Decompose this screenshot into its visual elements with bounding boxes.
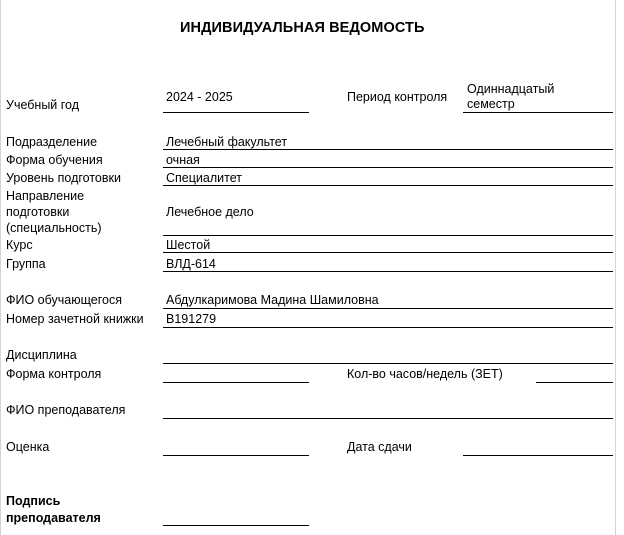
student-name-label: ФИО обучающегося bbox=[6, 293, 122, 307]
discipline-label: Дисциплина bbox=[6, 348, 77, 362]
course-value[interactable]: Шестой bbox=[166, 238, 211, 252]
department-value[interactable]: Лечебный факультет bbox=[166, 135, 288, 149]
hours-label: Кол-во часов/недель (ЗЕТ) bbox=[347, 367, 503, 381]
teacher-signature-label-line2: преподавателя bbox=[6, 511, 101, 525]
submit-date-label: Дата сдачи bbox=[347, 440, 412, 454]
record-book-underline bbox=[163, 327, 613, 328]
sheet-gridline-left bbox=[0, 0, 1, 535]
level-value[interactable]: Специалитет bbox=[166, 171, 242, 185]
group-underline bbox=[163, 271, 613, 272]
direction-underline bbox=[163, 235, 613, 236]
teacher-name-underline bbox=[163, 418, 613, 419]
department-label: Подразделение bbox=[6, 135, 98, 149]
teacher-name-label: ФИО преподавателя bbox=[6, 403, 126, 417]
control-period-value-line1[interactable]: Одиннадцатый bbox=[467, 82, 555, 96]
study-form-label: Форма обучения bbox=[6, 153, 103, 167]
course-underline bbox=[163, 252, 613, 253]
discipline-underline bbox=[163, 363, 613, 364]
direction-label-line2: подготовки bbox=[6, 205, 70, 219]
level-label: Уровень подготовки bbox=[6, 171, 121, 185]
group-value[interactable]: ВЛД-614 bbox=[166, 257, 216, 271]
grade-underline bbox=[163, 455, 309, 456]
hours-underline bbox=[536, 382, 613, 383]
control-form-label: Форма контроля bbox=[6, 367, 102, 381]
direction-label-line1: Направление bbox=[6, 189, 85, 203]
direction-value[interactable]: Лечебное дело bbox=[166, 205, 254, 219]
student-name-value[interactable]: Абдулкаримова Мадина Шамиловна bbox=[166, 293, 379, 307]
control-form-underline bbox=[163, 382, 309, 383]
document-title: ИНДИВИДУАЛЬНАЯ ВЕДОМОСТЬ bbox=[180, 20, 425, 36]
group-label: Группа bbox=[6, 257, 46, 271]
course-label: Курс bbox=[6, 238, 33, 252]
record-book-label: Номер зачетной книжки bbox=[6, 312, 144, 326]
level-underline bbox=[163, 185, 613, 186]
sheet-gridline-right bbox=[615, 0, 616, 535]
control-period-underline bbox=[463, 112, 613, 113]
student-name-underline bbox=[163, 308, 613, 309]
study-form-value[interactable]: очная bbox=[166, 153, 200, 167]
department-underline bbox=[163, 149, 613, 150]
teacher-signature-line[interactable] bbox=[163, 525, 309, 526]
submit-date-underline bbox=[463, 455, 613, 456]
teacher-signature-label-line1: Подпись bbox=[6, 494, 61, 508]
academic-year-label: Учебный год bbox=[6, 98, 80, 112]
control-period-label: Период контроля bbox=[347, 90, 448, 104]
direction-label-line3: (специальность) bbox=[6, 221, 102, 235]
study-form-underline bbox=[163, 167, 613, 168]
grade-label: Оценка bbox=[6, 440, 50, 454]
academic-year-underline bbox=[163, 112, 309, 113]
academic-year-value[interactable]: 2024 - 2025 bbox=[166, 90, 233, 104]
control-period-value-line2[interactable]: семестр bbox=[467, 97, 515, 111]
record-book-value[interactable]: В191279 bbox=[166, 312, 217, 326]
